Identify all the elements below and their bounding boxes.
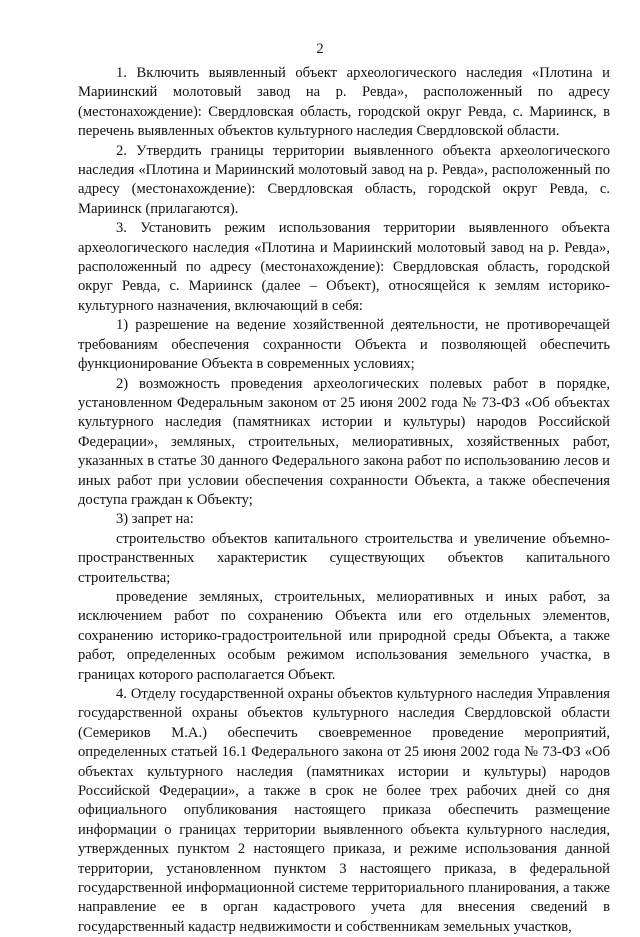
page-number: 2 bbox=[316, 41, 324, 57]
prohibition-construction: строительство объектов капитального строительства и увеличение объемно-пространственных характеристик существующих объектов капитального строительства; bbox=[78, 530, 610, 586]
paragraph-item-1: 1. Включить выявленный объект археологического наследия «Плотина и Мариинский молотовый завод на р. Ревда», расположенный по адресу (местонахождение): Свердловская область, городской округ Ревда, с. Мариинск, в перечень выявленных объектов культурного наследия Свердловской области. bbox=[78, 65, 610, 140]
subitem-1: 1) разрешение на ведение хозяйственной деятельности, не противоречащей требованиям обеспечения сохранности Объекта и позволяющей обеспечить функционирование Объекта в современных условиях; bbox=[78, 317, 610, 373]
paragraph-item-2: 2. Утвердить границы территории выявленного объекта археологического наследия «Плотина и Мариинский молотовый завод на р. Ревда», расположенный по адресу (местонахождение): Свердловская область, городской округ Ревда, с. Мариинск (прилагаются). bbox=[78, 142, 610, 217]
paragraph-item-4: 4. Отделу государственной охраны объектов культурного наследия Управления государственной охраны объектов культурного наследия Свердловской области (Семериков М.А.) обеспечить своевременное проведение мероприятий, определенных статьей 16.1 Федерального закона от 25 июня 2002 года № 73-ФЗ «Об объектах культурного наследия (памятниках истории и культуры) народов Российской Федерации», а также в срок не более трех рабочих дней со дня официального опубликования настоящего приказа обеспечить размещение информации о границах территории выявленного объекта культурного наследия, утвержденных пунктом 2 настоящего приказа, и режиме использования данной территории, установленном пунктом 3 настоящего приказа, в федеральной государственной информационной системе территориального планирования, а также направление ее в орган кадастрового учета для внесения сведений в государственный кадастр недвижимости и собственникам земельных участков, bbox=[78, 686, 610, 935]
subitem-3: 3) запрет на: bbox=[116, 511, 194, 528]
prohibition-works: проведение земляных, строительных, мелиоративных и иных работ, за исключением работ по сохранению Объекта или его отдельных элементов, сохранению историко-градостроительной или природной среды Объекта, а также работ, определенных особым режимом использования земельного участка, в границах которого располагается Объект. bbox=[78, 588, 610, 683]
document-body bbox=[78, 64, 610, 937]
subitem-2: 2) возможность проведения археологических полевых работ в порядке, установленном Федеральным законом от 25 июня 2002 года № 73-ФЗ «Об объектах культурного наследия (памятниках истории и культуры) народов Российской Федерации», земляных, строительных, мелиоративных, хозяйственных работ, указанных в статье 30 данного Федерального закона работ по использованию лесов и иных работ при условии обеспечения сохранности Объекта, а также обеспечения доступа граждан к Объекту; bbox=[78, 375, 610, 508]
paragraph-item-3: 3. Установить режим использования территории выявленного объекта археологического наследия «Плотина и Мариинский молотовый завод на р. Ревда», расположенный по адресу (местонахождение): Свердловская область, городской округ Ревда, с. Мариинск (далее – Объект), относящейся к землям историко-культурного назначения, включающий в себя: bbox=[78, 220, 610, 314]
